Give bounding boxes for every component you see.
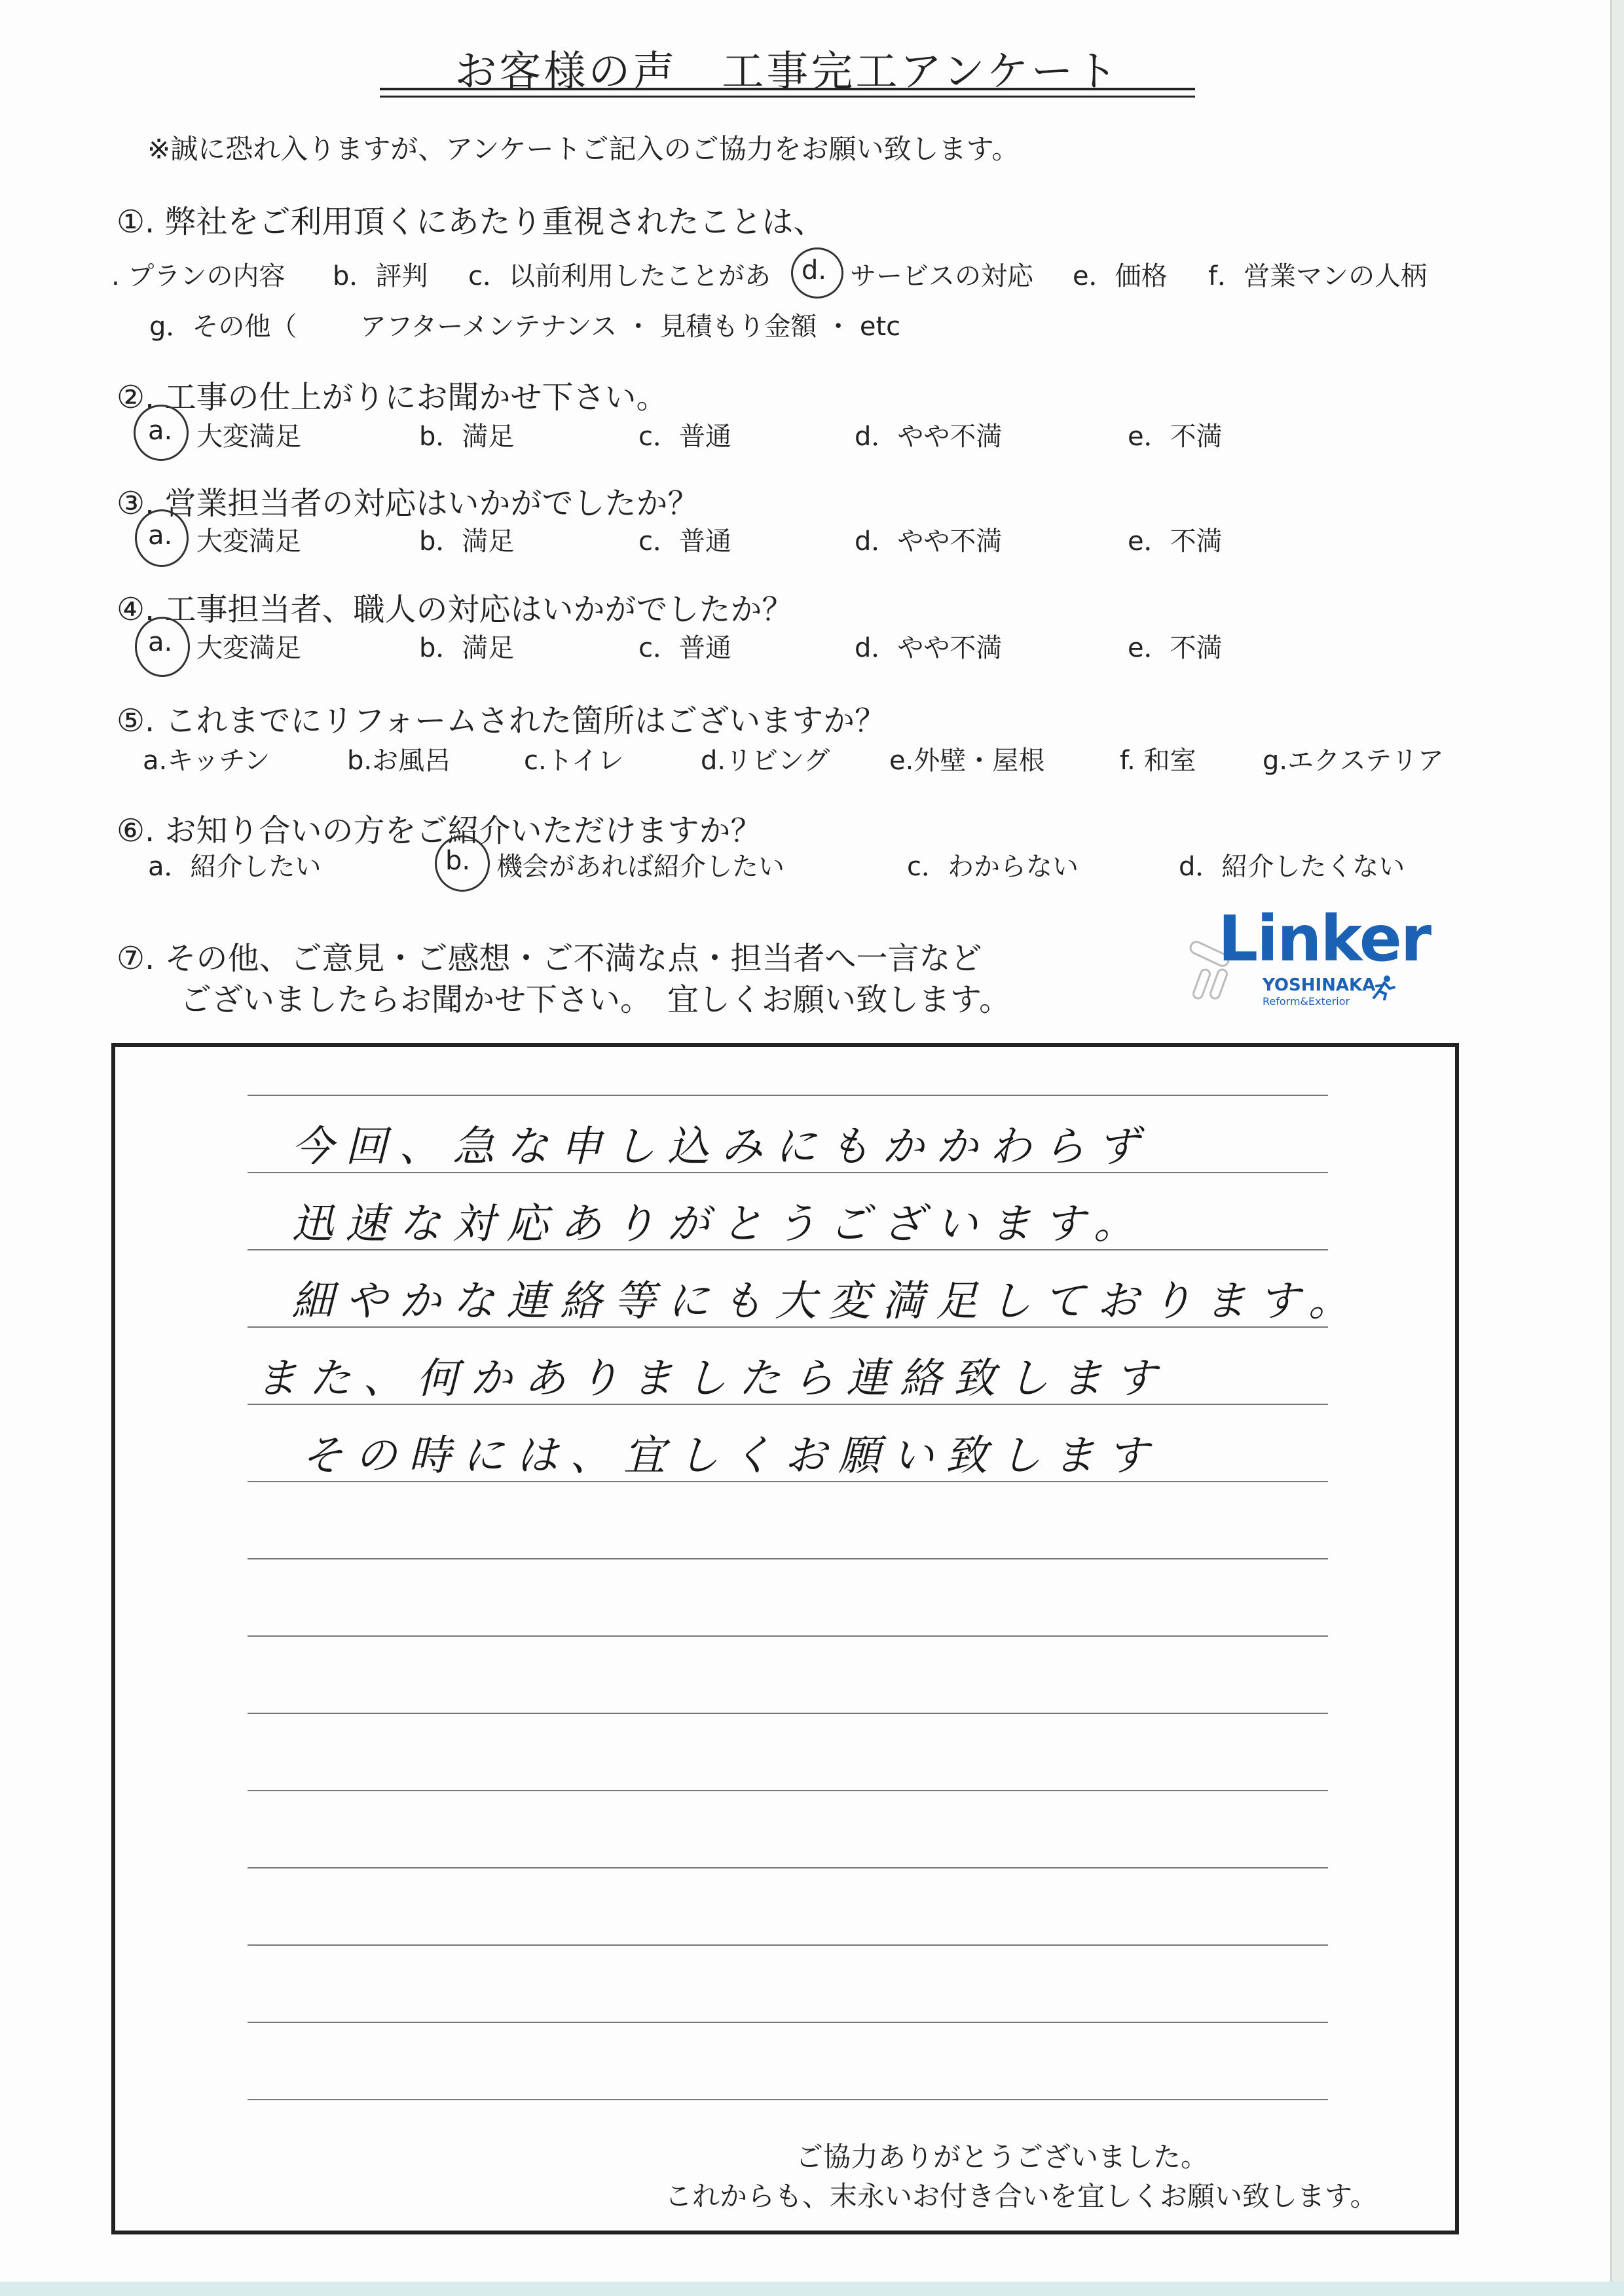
q6-option-a[interactable]: a．紹介したい: [148, 852, 322, 882]
q5-option-g[interactable]: g.エクステリア: [1263, 746, 1444, 776]
q4-selection-circle: [135, 617, 190, 677]
q1-other-text[interactable]: アフターメンテナンス ・ 見積もり金額 ・ etc: [360, 312, 901, 342]
q6-option-b-letter[interactable]: b.: [445, 846, 471, 876]
running-person-icon: [1370, 974, 1396, 1000]
ruled-line: [248, 2099, 1328, 2100]
question-1: ①. 弊社をご利用頂くにあたり重視されたことは、: [117, 204, 825, 240]
q3-option-a-letter[interactable]: a.: [148, 520, 173, 551]
q1-option-d[interactable]: サービスの対応: [850, 261, 1033, 291]
q1-option-d-letter[interactable]: d.: [802, 255, 827, 285]
company-logo: [1179, 890, 1441, 1015]
closing-thanks: ご協力ありがとうございました。: [796, 2141, 1209, 2173]
q2-option-a[interactable]: 大変満足: [196, 422, 301, 452]
q2-option-c[interactable]: c．普通: [638, 422, 731, 452]
q2-option-b[interactable]: b．満足: [419, 422, 515, 452]
comment-line-4: また、何かありましたら連絡致します: [255, 1355, 1168, 1403]
q6-option-d[interactable]: d．紹介したくない: [1179, 852, 1405, 882]
question-2: ②. 工事の仕上がりにお聞かせ下さい。: [117, 379, 668, 416]
comment-line-3: 細やかな連絡等にも大変満足しております。: [291, 1277, 1362, 1326]
scan-edge-bottom: [0, 2282, 1624, 2296]
ruled-line: [248, 1944, 1328, 1946]
q4-option-e[interactable]: e．不満: [1128, 633, 1223, 663]
q4-option-c[interactable]: c．普通: [638, 633, 731, 663]
q1-option-c[interactable]: c．以前利用したことがあ: [468, 261, 771, 291]
q2-option-d[interactable]: d．やや不満: [855, 422, 1003, 452]
title-underline-double: [380, 96, 1195, 98]
q5-option-f[interactable]: f. 和室: [1120, 746, 1196, 776]
q2-option-a-letter[interactable]: a.: [148, 416, 173, 446]
question-3: ③. 営業担当者の対応はいかがでしたか？: [117, 485, 699, 522]
q5-option-b[interactable]: b.お風呂: [347, 746, 451, 776]
q3-option-b[interactable]: b．満足: [419, 526, 515, 556]
q1-selection-circle: [791, 247, 843, 299]
comment-line-1: 今回、急な申し込みにもかかわらず: [291, 1123, 1151, 1171]
q5-option-e[interactable]: e.外壁・屋根: [889, 746, 1045, 776]
q1-option-g[interactable]: g．その他（: [149, 312, 297, 342]
ruled-line: [248, 1790, 1328, 1791]
question-7-line1: ⑦. その他、ご意見・ご感想・ご不満な点・担当者へ一言など: [117, 940, 982, 977]
title-underline: [380, 88, 1195, 90]
q4-option-a-letter[interactable]: a.: [148, 627, 173, 657]
question-4: ④. 工事担当者、職人の対応はいかがでしたか？: [117, 591, 794, 628]
ruled-line: [248, 1635, 1328, 1637]
question-5: ⑤. これまでにリフォームされた箇所はございますか？: [117, 702, 887, 739]
q3-option-c[interactable]: c．普通: [638, 526, 731, 556]
logo-subtitle: YOSHINAKA: [1263, 975, 1376, 995]
q3-option-e[interactable]: e．不満: [1128, 526, 1223, 556]
q3-selection-circle: [135, 509, 189, 567]
q1-option-e[interactable]: e．価格: [1073, 261, 1168, 291]
q6-selection-circle: [435, 835, 490, 892]
q4-option-d[interactable]: d．やや不満: [855, 633, 1003, 663]
logo-tagline: Reform&Exterior: [1263, 995, 1350, 1008]
q2-option-e[interactable]: e．不満: [1128, 422, 1223, 452]
comment-line-5: その時には、宜しくお願い致します: [301, 1432, 1160, 1480]
q3-option-d[interactable]: d．やや不満: [855, 526, 1003, 556]
page-title: お客様の声 工事完工アンケート: [454, 48, 1120, 96]
q1-option-b[interactable]: b．評判: [333, 261, 428, 291]
question-7-line2: ございましたらお聞かせ下さい。 宜しくお願い致します。: [180, 981, 1011, 1018]
intro-note: ※誠に恐れ入りますが、アンケートご記入のご協力をお願い致します。: [147, 133, 1020, 165]
ruled-line: [248, 1558, 1328, 1559]
q1-option-f[interactable]: f．営業マンの人柄: [1208, 261, 1428, 291]
ruled-line: [248, 1713, 1328, 1714]
q5-option-a[interactable]: a.キッチン: [143, 746, 270, 776]
q6-option-b[interactable]: 機会があれば紹介したい: [496, 852, 784, 882]
q6-option-c[interactable]: c．わからない: [907, 852, 1079, 882]
q4-option-b[interactable]: b．満足: [419, 633, 515, 663]
q2-selection-circle: [134, 405, 189, 461]
ruled-line: [248, 1095, 1328, 1096]
q1-option-a[interactable]: . プランの内容: [111, 261, 286, 291]
q3-option-a[interactable]: 大変満足: [196, 526, 301, 556]
comment-line-2: 迅速な対応ありがとうございます。: [291, 1200, 1147, 1248]
question-6: ⑥. お知り合いの方をご紹介いただけますか？: [117, 812, 762, 849]
logo-name: Linker: [1218, 902, 1431, 975]
closing-message: これからも、末永いお付き合いを宜しくお願い致します。: [665, 2180, 1378, 2212]
q5-option-d[interactable]: d.リビング: [701, 746, 830, 776]
ruled-line: [248, 1867, 1328, 1868]
scan-edge-right: [1610, 0, 1624, 2296]
ruled-line: [248, 2022, 1328, 2023]
q5-option-c[interactable]: c.トイレ: [524, 746, 624, 776]
q4-option-a[interactable]: 大変満足: [196, 633, 301, 663]
